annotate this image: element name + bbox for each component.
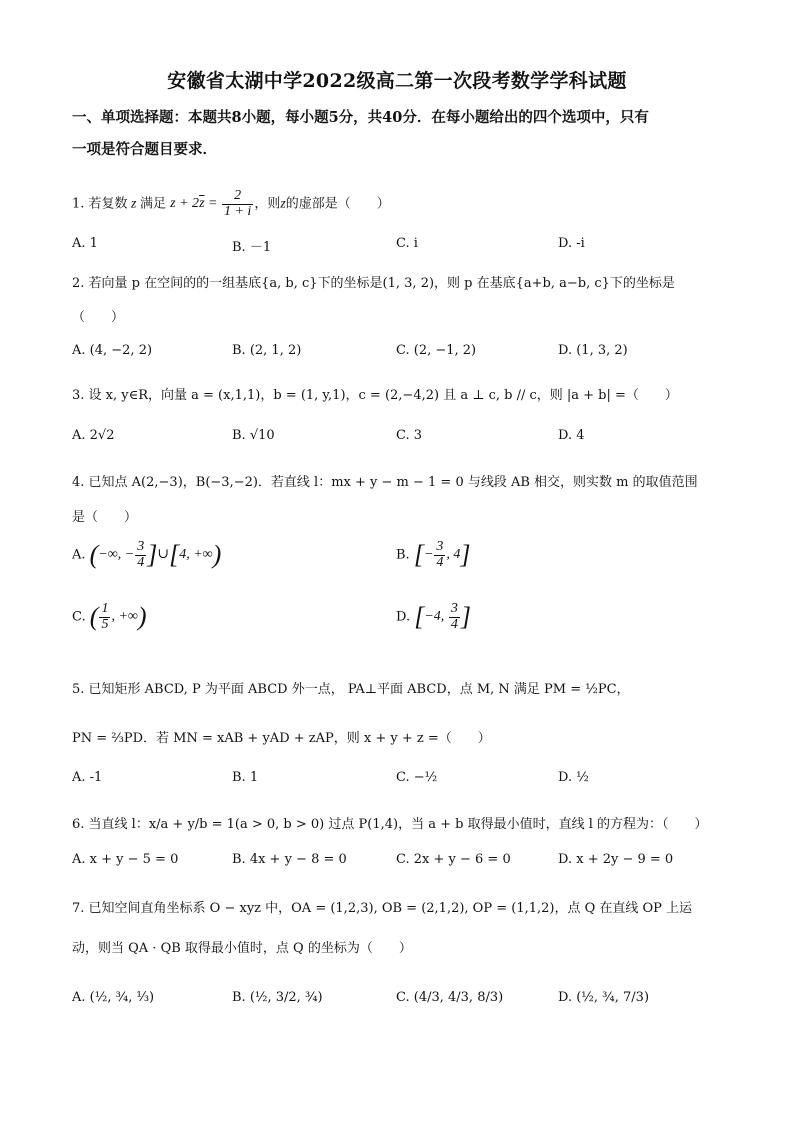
q3-option-a[interactable]: A. 2√2: [72, 428, 115, 443]
q5-option-d[interactable]: D. ½: [558, 770, 589, 785]
q1-stem-post: ，则: [254, 196, 281, 212]
q4-option-b[interactable]: B. [− $\frac{3}{4}$ , 4]: [396, 539, 471, 570]
q1-stem-prefix: 1. 若复数: [72, 196, 128, 212]
q7-option-c[interactable]: C. (4/3, 4/3, 8/3): [396, 990, 504, 1005]
q4-stem-line2: 是（ ）: [72, 510, 138, 525]
q4-option-a[interactable]: A. (−∞, − $\frac{3}{4}$ ]∪[4, +∞): [72, 539, 222, 570]
q2-option-b[interactable]: B. (2, 1, 2): [232, 343, 302, 358]
section-heading-line1: 一、单项选择题：本题共8小题，每小题5分，共40分．在每小题给出的四个选项中，只有: [72, 109, 649, 126]
q5-option-a[interactable]: A. -1: [72, 770, 103, 785]
q5-option-b[interactable]: B. 1: [232, 770, 259, 785]
q2-option-a[interactable]: A. (4, −2, 2): [72, 343, 153, 358]
q1-option-a[interactable]: A. 1: [72, 236, 98, 251]
q6-option-c[interactable]: C. 2x + y − 6 = 0: [396, 852, 511, 867]
q4-option-c[interactable]: C. ( $\frac{1}{5}$ , +∞): [72, 601, 147, 632]
q1-option-c[interactable]: C. i: [396, 236, 418, 251]
q4-option-d[interactable]: D. [−4, $\frac{3}{4}$ ]: [396, 601, 471, 632]
q2-stem-line2: （ ）: [72, 310, 125, 325]
exam-title: 安徽省太湖中学2022级高二第一次段考数学学科试题: [167, 70, 627, 92]
q4-option-c-label: C.: [72, 609, 86, 625]
q4-option-b-label: B.: [396, 547, 410, 563]
q3-option-d[interactable]: D. 4: [558, 428, 585, 443]
q1-equation: $z + 2\overline{z}$ = $\frac{2}{1 + i}$: [170, 188, 252, 219]
q3-stem: 3. 设 x, y∈R，向量 a = (x,1,1)，b = (1, y,1)，c = (2,−4,2) 且 a ⊥ c, b // c，则 |a + b| =（ ）: [72, 388, 678, 403]
q5-stem-line1: 5. 已知矩形 ABCD, P 为平面 ABCD 外一点， PA⊥平面 ABCD，点 M, N 满足 PM = ½PC，: [72, 682, 630, 697]
q6-option-d[interactable]: D. x + 2y − 9 = 0: [558, 852, 674, 867]
q6-option-a[interactable]: A. x + y − 5 = 0: [72, 852, 179, 867]
q3-option-c[interactable]: C. 3: [396, 428, 423, 443]
q7-option-d[interactable]: D. (½, ¾, 7/3): [558, 990, 650, 1005]
q1-stem-mid: 满足: [140, 196, 167, 212]
section-heading-line2: 一项是符合题目要求．: [72, 141, 217, 158]
q2-option-c[interactable]: C. (2, −1, 2): [396, 343, 477, 358]
q5-option-c[interactable]: C. −½: [396, 770, 438, 785]
q6-option-b[interactable]: B. 4x + y − 8 = 0: [232, 852, 347, 867]
q7-option-a[interactable]: A. (½, ¾, ⅓): [72, 990, 155, 1005]
q7-option-b[interactable]: B. (½, 3/2, ¾): [232, 990, 323, 1005]
q5-stem-line2: PN = ⅔PD．若 MN = xAB + yAD + zAP，则 x + y + z =（ ）: [72, 731, 491, 746]
q7-stem-line2: 动，则当 QA · QB 取得最小值时，点 Q 的坐标为（ ）: [72, 941, 412, 956]
q1-stem: 1. 若复数 z 满足 $z + 2\overline{z}$ = $\frac{2}{1 + i}$ ，则z的虚部是（ ）: [72, 188, 390, 219]
q2-option-d[interactable]: D. (1, 3, 2): [558, 343, 628, 358]
q6-stem: 6. 当直线 l：x/a + y/b = 1(a > 0, b > 0) 过点 P(1,4)，当 a + b 取得最小值时，直线 l 的方程为：（ ）: [72, 817, 708, 832]
q1-option-d[interactable]: D. -i: [558, 236, 585, 251]
q1-stem-end: 的虚部是（ ）: [285, 196, 390, 212]
q3-option-b[interactable]: B. √10: [232, 428, 275, 443]
q4-option-d-label: D.: [396, 609, 411, 625]
q4-stem-line1: 4. 已知点 A(2,−3)，B(−3,−2)．若直线 l：mx + y − m − 1 = 0 与线段 AB 相交，则实数 m 的取值范围: [72, 475, 698, 490]
q1-option-b[interactable]: B. －1: [232, 240, 272, 255]
q2-stem-line1: 2. 若向量 p 在空间的的一组基底{a, b, c}下的坐标是(1, 3, 2)，则 p 在基底{a+b, a−b, c}下的坐标是: [72, 276, 675, 291]
q4-option-a-label: A.: [72, 547, 86, 563]
q7-stem-line1: 7. 已知空间直角坐标系 O − xyz 中，OA = (1,2,3), OB = (2,1,2), OP = (1,1,2)，点 Q 在直线 OP 上运: [72, 901, 693, 916]
section-heading: [72, 102, 732, 166]
